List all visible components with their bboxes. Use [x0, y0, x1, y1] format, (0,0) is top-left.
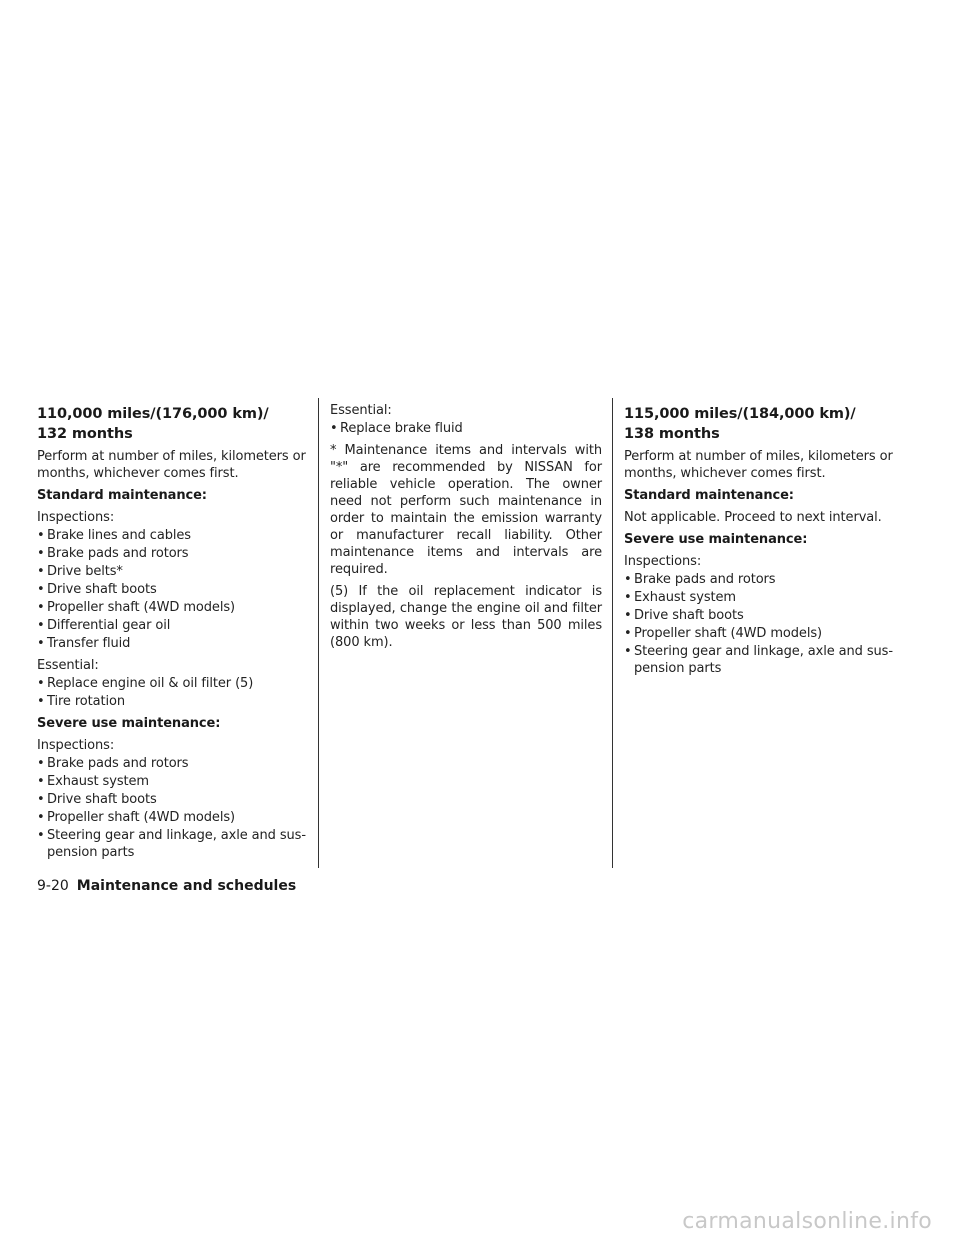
list-item: • Propeller shaft (4WD models) [37, 599, 309, 616]
interval-heading-110000 [37, 404, 309, 444]
list-item: • Propeller shaft (4WD models) [624, 625, 896, 642]
list-item: • Brake pads and rotors [37, 545, 309, 562]
severe-maintenance-label: Severe use maintenance: [624, 532, 808, 547]
list-item: • Drive belts* [37, 563, 309, 580]
list-item: • Transfer fluid [37, 635, 309, 652]
essential-label: Essential: [37, 658, 99, 673]
list-item: • Drive shaft boots [624, 607, 896, 624]
list-item: • Differential gear oil [37, 617, 309, 634]
essential-list [37, 675, 309, 710]
list-item: • Propeller shaft (4WD models) [37, 809, 309, 826]
severe-inspections-list [624, 571, 896, 677]
list-item: • Drive shaft boots [37, 791, 309, 808]
oil-indicator-note: (5) If the oil replacement indicator is displayed, change the engine oil and filter within two weeks or less than 500 miles (800 km). [330, 584, 602, 650]
page-number: 9-20 [37, 878, 69, 894]
list-item: • Replace engine oil & oil filter (5) [37, 675, 309, 692]
list-item: • Exhaust system [37, 773, 309, 790]
list-item: • Brake lines and cables [37, 527, 309, 544]
essential-list [330, 420, 602, 437]
severe-maintenance-label: Severe use maintenance: [37, 716, 221, 731]
list-item: • Replace brake fluid [330, 420, 602, 437]
page-footer [37, 876, 296, 896]
list-item: • Brake pads and rotors [37, 755, 309, 772]
severe-inspections-label: Inspections: [37, 738, 115, 753]
standard-maintenance-text: Not applicable. Proceed to next interval. [624, 510, 882, 525]
essential-label: Essential: [330, 403, 392, 418]
left-column [37, 404, 309, 866]
list-item: • Brake pads and rotors [624, 571, 896, 588]
inspections-label: Inspections: [37, 510, 115, 525]
interval-heading-115000 [624, 404, 896, 444]
middle-column [330, 402, 602, 656]
standard-maintenance-label: Standard maintenance: [624, 488, 794, 503]
list-item: • Steering gear and linkage, axle and sus-pension parts [624, 643, 896, 677]
list-item: • Tire rotation [37, 693, 309, 710]
list-item: • Exhaust system [624, 589, 896, 606]
inspections-list [37, 527, 309, 652]
column-divider [318, 398, 319, 868]
watermark: carmanualsonline.info [682, 1209, 932, 1234]
list-item: • Drive shaft boots [37, 581, 309, 598]
section-title: Maintenance and schedules [76, 878, 297, 894]
heading-line-1: 115,000 miles/(184,000 km)/ [624, 406, 856, 422]
column-divider [612, 398, 613, 868]
asterisk-note: * Maintenance items and intervals with "*" are recommended by NISSAN for reliable vehicle operation. The owner need not perform such maintenance in order to maintain the emission warranty or manufacturer recall liability. Other maintenance items and intervals are required. [330, 443, 602, 577]
heading-line-2: 138 months [624, 426, 720, 442]
heading-line-1: 110,000 miles/(176,000 km)/ [37, 406, 269, 422]
severe-inspections-list [37, 755, 309, 861]
heading-line-2: 132 months [37, 426, 133, 442]
interval-intro: Perform at number of miles, kilometers or months, whichever comes first. [624, 449, 893, 481]
list-item: • Steering gear and linkage, axle and sus-pension parts [37, 827, 309, 861]
severe-inspections-label: Inspections: [624, 554, 702, 569]
standard-maintenance-label: Standard maintenance: [37, 488, 207, 503]
interval-intro: Perform at number of miles, kilometers or months, whichever comes first. [37, 449, 306, 481]
right-column [624, 404, 896, 682]
